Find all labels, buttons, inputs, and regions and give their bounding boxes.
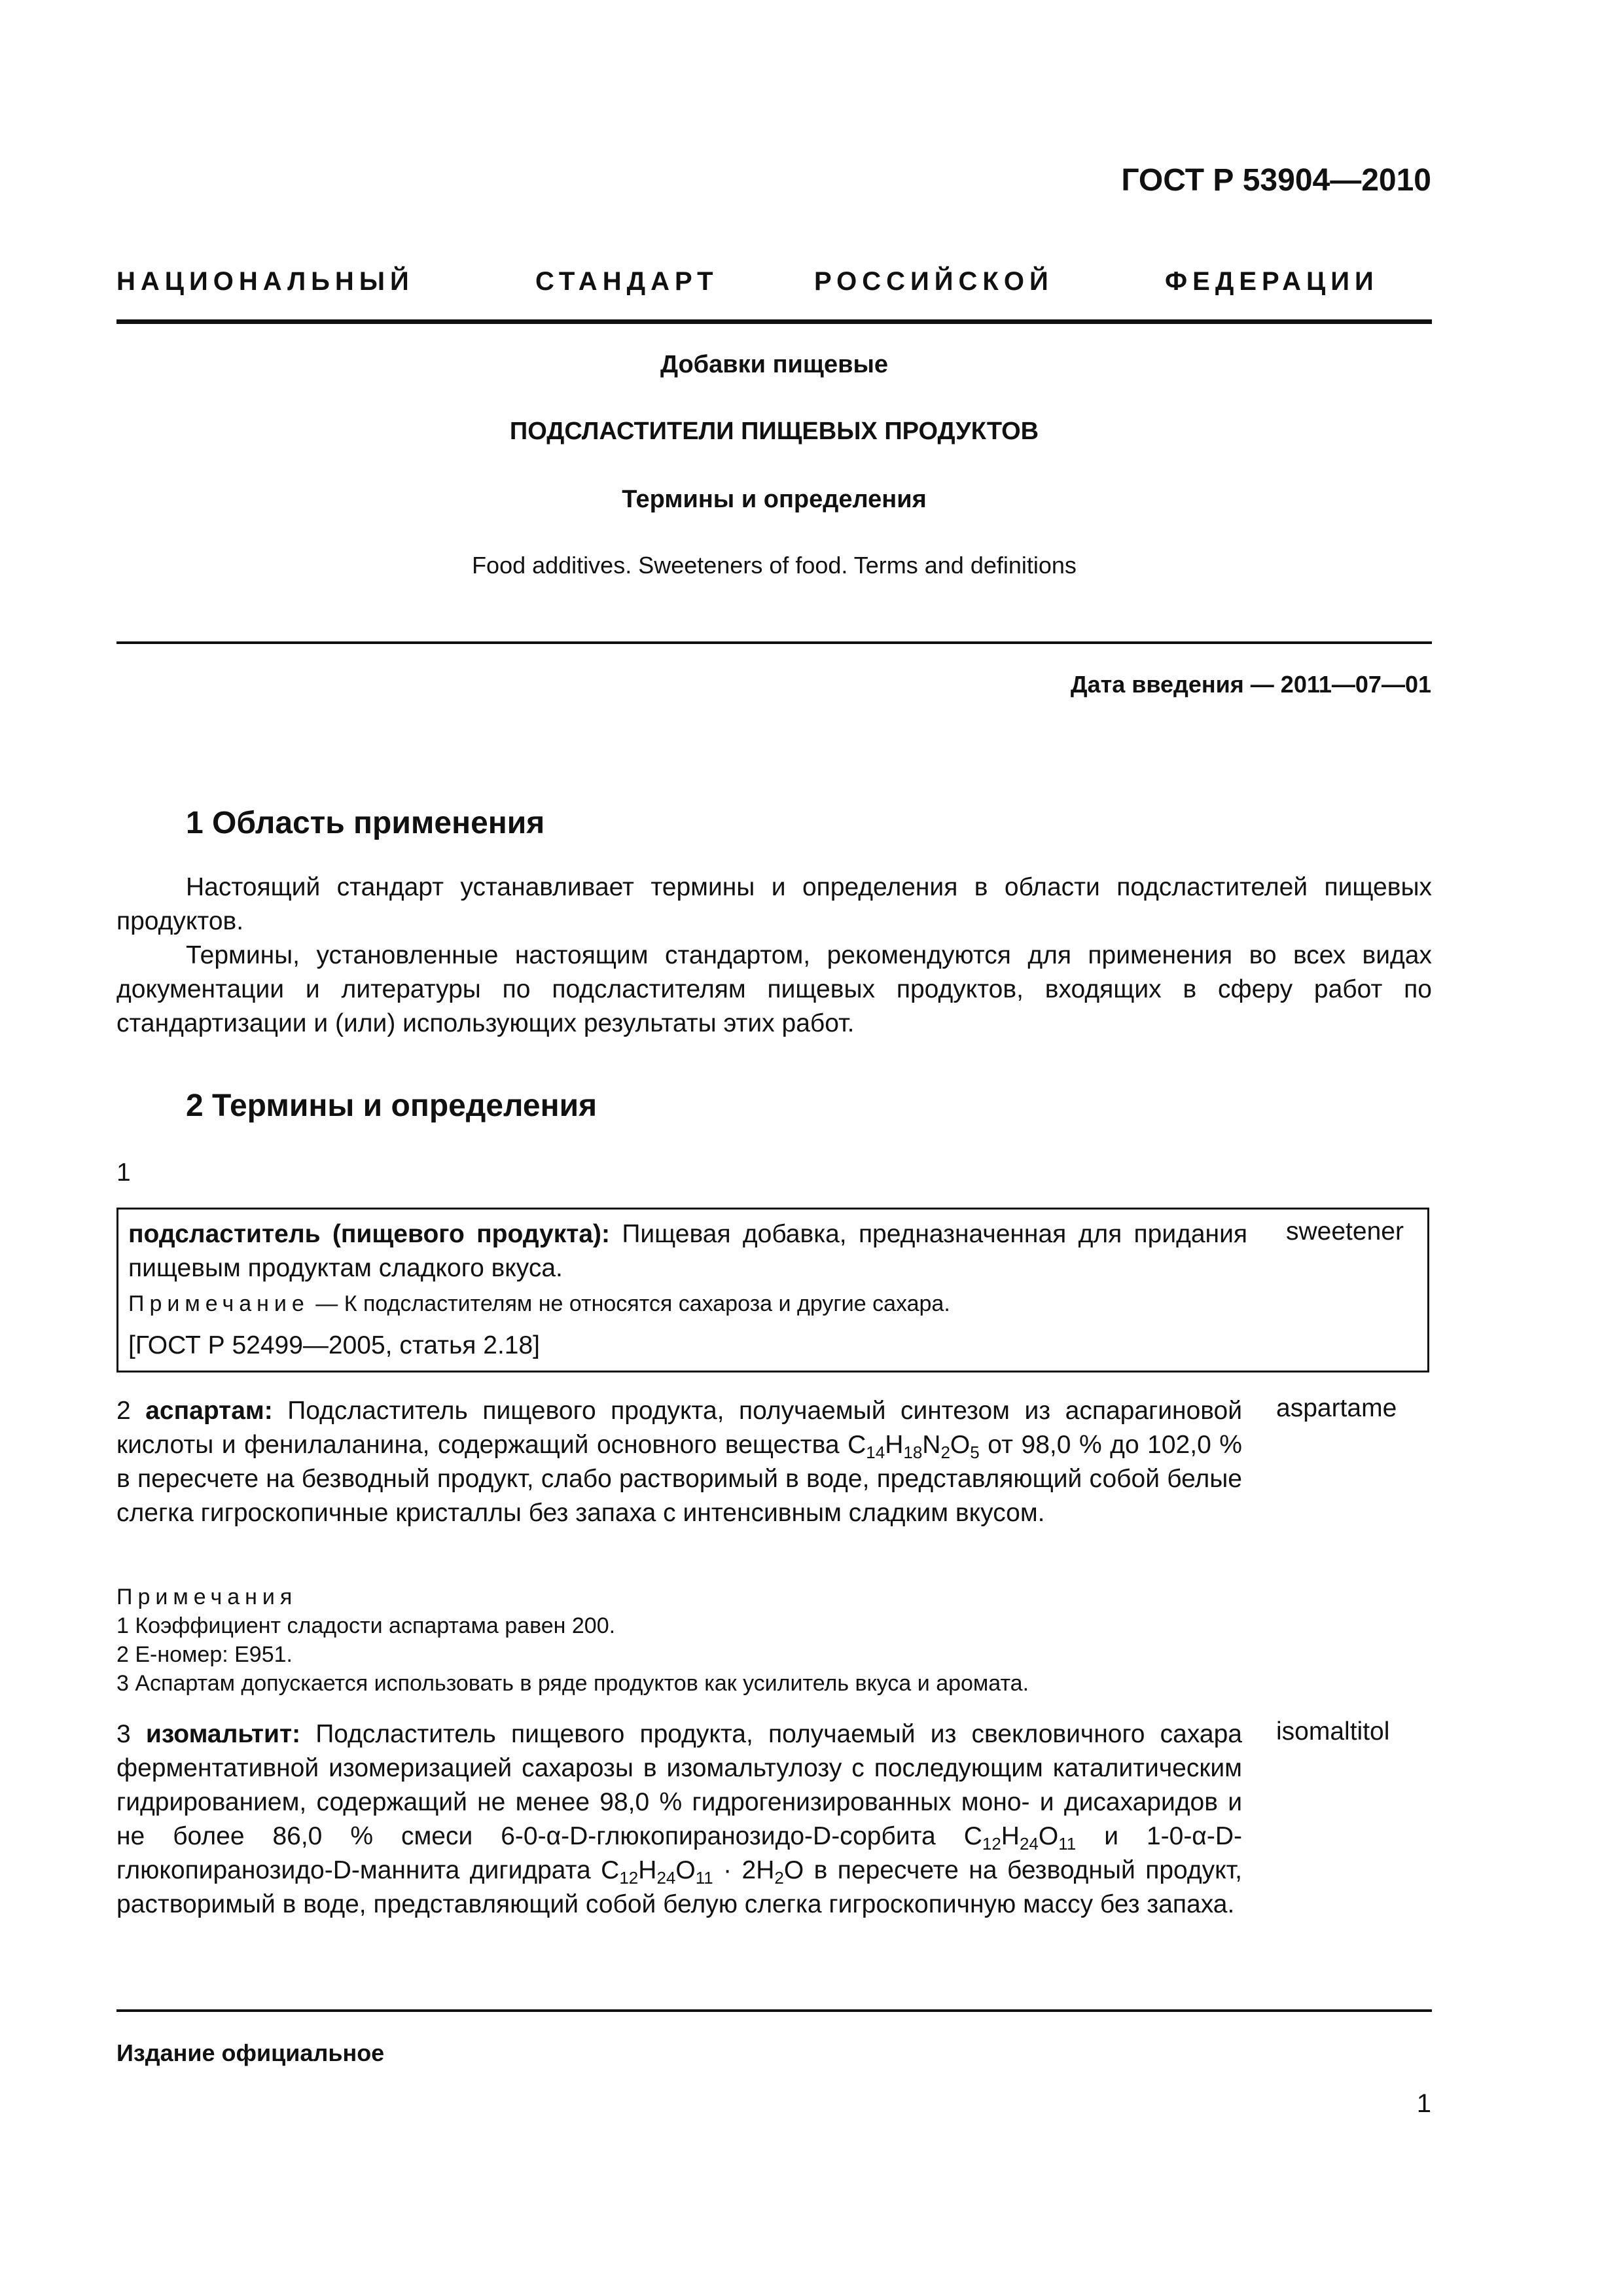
official-edition-label: Издание официальное bbox=[116, 2039, 385, 2066]
section-2-heading: 2 Термины и определения bbox=[186, 1088, 597, 1123]
term-1-number: 1 bbox=[116, 1158, 131, 1187]
term-2-sub-1: 14 bbox=[866, 1443, 885, 1462]
term-2-definition bbox=[116, 1394, 1242, 1530]
term-3-text-c: · 2H bbox=[713, 1856, 775, 1884]
section-1-paragraph-1: Настоящий стандарт устанавливает термины и определения в области подсластителей пищевых продуктов. bbox=[116, 873, 1432, 935]
title-rule bbox=[116, 641, 1432, 644]
term-2-sub-3: 2 bbox=[940, 1443, 950, 1462]
heading-word-standard: СТАНДАРТ bbox=[535, 267, 719, 296]
term-1-reference: [ГОСТ Р 52499—2005, статья 2.18] bbox=[128, 1331, 540, 1359]
term-2-sub-4: 5 bbox=[970, 1443, 980, 1462]
term-3-number: 3 bbox=[116, 1720, 131, 1748]
term-3-sub-6: 11 bbox=[695, 1868, 713, 1888]
section-1-body bbox=[116, 870, 1432, 1041]
page-number: 1 bbox=[1416, 2089, 1431, 2118]
term-3-hydrogen-2: H bbox=[638, 1856, 657, 1884]
term-3-hydrogen: H bbox=[1001, 1822, 1020, 1850]
heading-word-federation: ФЕДЕРАЦИИ bbox=[1165, 267, 1379, 296]
title-english: Food additives. Sweeteners of food. Terms and definitions bbox=[472, 552, 1077, 579]
term-3-oxygen: O bbox=[1038, 1822, 1059, 1850]
heading-word-russian: РОССИЙСКОЙ bbox=[814, 267, 1054, 296]
term-3-sub-4: 12 bbox=[619, 1868, 639, 1888]
term-2-nitrogen: N bbox=[922, 1431, 941, 1459]
footer-rule bbox=[116, 2009, 1432, 2012]
section-1-paragraph-2: Термины, установленные настоящим стандартом, рекомендуются для применения во всех видах документации и литературы по подсластителям пищевых продуктов, входящих в сферу работ по стандартизации и (или) использующих результаты этих работ. bbox=[116, 941, 1432, 1037]
term-2-english: aspartame bbox=[1276, 1394, 1397, 1422]
term-3-text-a: Подсластитель пищевого продукта, получаемый из свекловичного сахара ферментативной изомеризацией сахарозы в изомальтулозу с последующим каталитическим гидрированием, содержащий не менее 98,0 % гидрогенизированных моно- и дисахаридов и не более 86,0 % смеси 6-0-α-D-глюкопиранозидо-D-сорбита C bbox=[116, 1720, 1242, 1850]
title-food-additives: Добавки пищевые bbox=[660, 351, 889, 378]
term-3-sub-7: 2 bbox=[774, 1868, 784, 1888]
term-3-text-d: O в пересчете на безводный продукт, растворимый в воде, представляющий собой белую слегка гигроскопичную массу без запаха. bbox=[116, 1856, 1242, 1918]
term-2-note-1: 1 Коэффициент сладости аспартама равен 200. bbox=[116, 1613, 616, 1638]
term-2-notes-label: Примечания bbox=[116, 1585, 298, 1609]
header-rule bbox=[116, 319, 1432, 324]
term-1-note bbox=[128, 1289, 950, 1318]
standard-number: ГОСТ Р 53904—2010 bbox=[1121, 163, 1431, 198]
term-3-sub-3: 11 bbox=[1058, 1834, 1077, 1854]
term-2-hydrogen: H bbox=[885, 1431, 904, 1459]
term-2-oxygen: O bbox=[950, 1431, 971, 1459]
title-sweeteners: ПОДСЛАСТИТЕЛИ ПИЩЕВЫХ ПРОДУКТОВ bbox=[509, 418, 1039, 445]
term-3-sub-5: 24 bbox=[656, 1868, 676, 1888]
term-2-sub-2: 18 bbox=[903, 1443, 923, 1462]
introduction-date: Дата введения — 2011—07—01 bbox=[1070, 671, 1431, 698]
term-2-note-2: 2 Е-номер: Е951. bbox=[116, 1642, 293, 1667]
term-2-text-a: Подсластитель пищевого продукта, получаемый синтезом из аспарагиновой кислоты и фенилаланина, содержащий основного вещества C bbox=[116, 1397, 1243, 1459]
term-3-term: изомальтит: bbox=[145, 1720, 301, 1748]
heading-word-national: НАЦИОНАЛЬНЫЙ bbox=[116, 267, 414, 296]
term-3-oxygen-2: O bbox=[675, 1856, 696, 1884]
term-2-term: аспартам: bbox=[145, 1397, 273, 1425]
term-3-text-b: и 1-0-α-D-глюкопиранозидо-D-маннита дигидрата C bbox=[116, 1822, 1242, 1884]
term-1-term: подсластитель (пищевого продукта): bbox=[128, 1220, 611, 1248]
term-1-english: sweetener bbox=[1286, 1217, 1404, 1246]
term-3-sub-2: 24 bbox=[1019, 1834, 1039, 1854]
term-2-note-3: 3 Аспартам допускается использовать в ряде продуктов как усилитель вкуса и аромата. bbox=[116, 1671, 1029, 1696]
term-3-definition bbox=[116, 1717, 1242, 1922]
term-3-english: isomaltitol bbox=[1276, 1717, 1390, 1746]
term-1-note-text: — К подсластителям не относятся сахароза и другие сахара. bbox=[309, 1291, 950, 1316]
term-1-definition bbox=[128, 1217, 1247, 1285]
term-2-notes bbox=[116, 1583, 1029, 1698]
section-1-heading: 1 Область применения bbox=[186, 806, 545, 840]
term-1-definition-text: Пищевая добавка, предназначенная для придания пищевым продуктам сладкого вкуса. bbox=[128, 1220, 1247, 1282]
term-1-note-label: Примечание bbox=[128, 1291, 310, 1316]
term-2-number: 2 bbox=[116, 1397, 131, 1425]
term-2-text-b: от 98,0 % до 102,0 % в пересчете на безводный продукт, слабо растворимый в воде, представляющий собой белые слегка гигроскопичные кристаллы без запаха с интенсивным сладким вкусом. bbox=[116, 1431, 1242, 1527]
title-terms-definitions: Термины и определения bbox=[622, 486, 927, 513]
term-3-sub-1: 12 bbox=[982, 1834, 1001, 1854]
